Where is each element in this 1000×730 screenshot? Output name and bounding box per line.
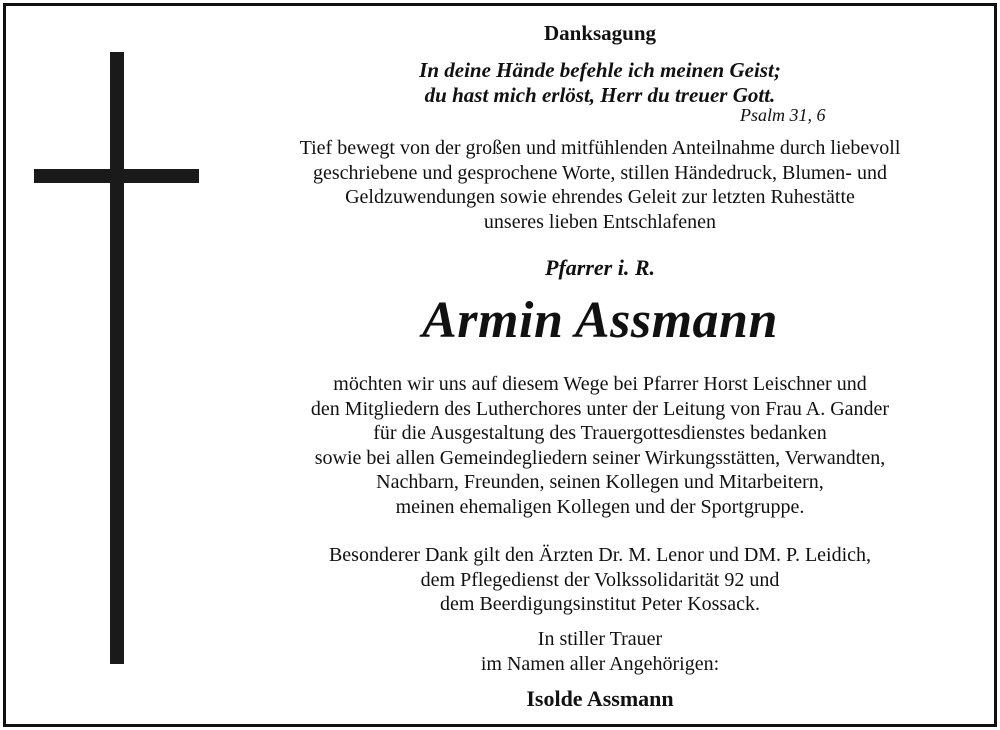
thanks-paragraph — [200, 372, 1000, 520]
thanks-line: den Mitgliedern des Lutherchores unter der Leitung von Frau A. Gander — [310, 397, 890, 420]
special-thanks-paragraph — [200, 543, 1000, 617]
intro-line: Geldzuwendungen sowie ehrendes Geleit zur letzten Ruhestätte — [345, 186, 855, 209]
intro-line: unseres lieben Entschlafenen — [483, 210, 717, 233]
signer-name: Isolde Assmann — [526, 686, 674, 711]
intro-line: geschriebene und gesprochene Worte, stillen Händedruck, Blumen- und — [313, 161, 887, 184]
cross-icon-horizontal-bar — [34, 169, 199, 183]
deceased-title: Pfarrer i. R. — [545, 255, 655, 280]
intro-line: Tief bewegt von der großen und mitfühlenden Anteilnahme durch liebevoll — [299, 137, 901, 159]
thanks-line: meinen ehemaligen Kollegen und der Sportgruppe. — [395, 495, 805, 518]
closing-paragraph — [200, 627, 1000, 676]
thanks-line: möchten wir uns auf diesem Wege bei Pfarrer Horst Leischner und — [333, 373, 867, 395]
deceased-name: Armin Assmann — [422, 292, 778, 349]
special-thanks-line: dem Pflegedienst der Volkssolidarität 92 und — [420, 568, 780, 591]
intro-paragraph — [200, 136, 1000, 234]
verse-reference: Psalm 31, 6 — [740, 105, 826, 125]
special-thanks-line: Besonderer Dank gilt den Ärzten Dr. M. Lenor und DM. P. Leidich, — [328, 544, 872, 566]
special-thanks-line: dem Beerdigungsinstitut Peter Kossack. — [440, 593, 760, 616]
notice-heading: Danksagung — [543, 21, 657, 45]
bible-verse — [200, 58, 1000, 108]
notice-border — [3, 3, 997, 727]
thanks-line: sowie bei allen Gemeindegliedern seiner Wirkungsstätten, Verwandten, — [314, 446, 886, 469]
cross-icon-vertical-bar — [110, 52, 124, 664]
closing-line: im Namen aller Angehörigen: — [480, 652, 720, 675]
thanks-line: Nachbarn, Freunden, seinen Kollegen und Mitarbeitern, — [376, 471, 824, 494]
verse-line: In deine Hände befehle ich meinen Geist; — [419, 58, 781, 82]
closing-line: In stiller Trauer — [537, 628, 663, 650]
verse-line: du hast mich erlöst, Herr du treuer Gott. — [424, 83, 776, 107]
thanks-line: für die Ausgestaltung des Trauergottesdienstes bedanken — [373, 422, 827, 445]
